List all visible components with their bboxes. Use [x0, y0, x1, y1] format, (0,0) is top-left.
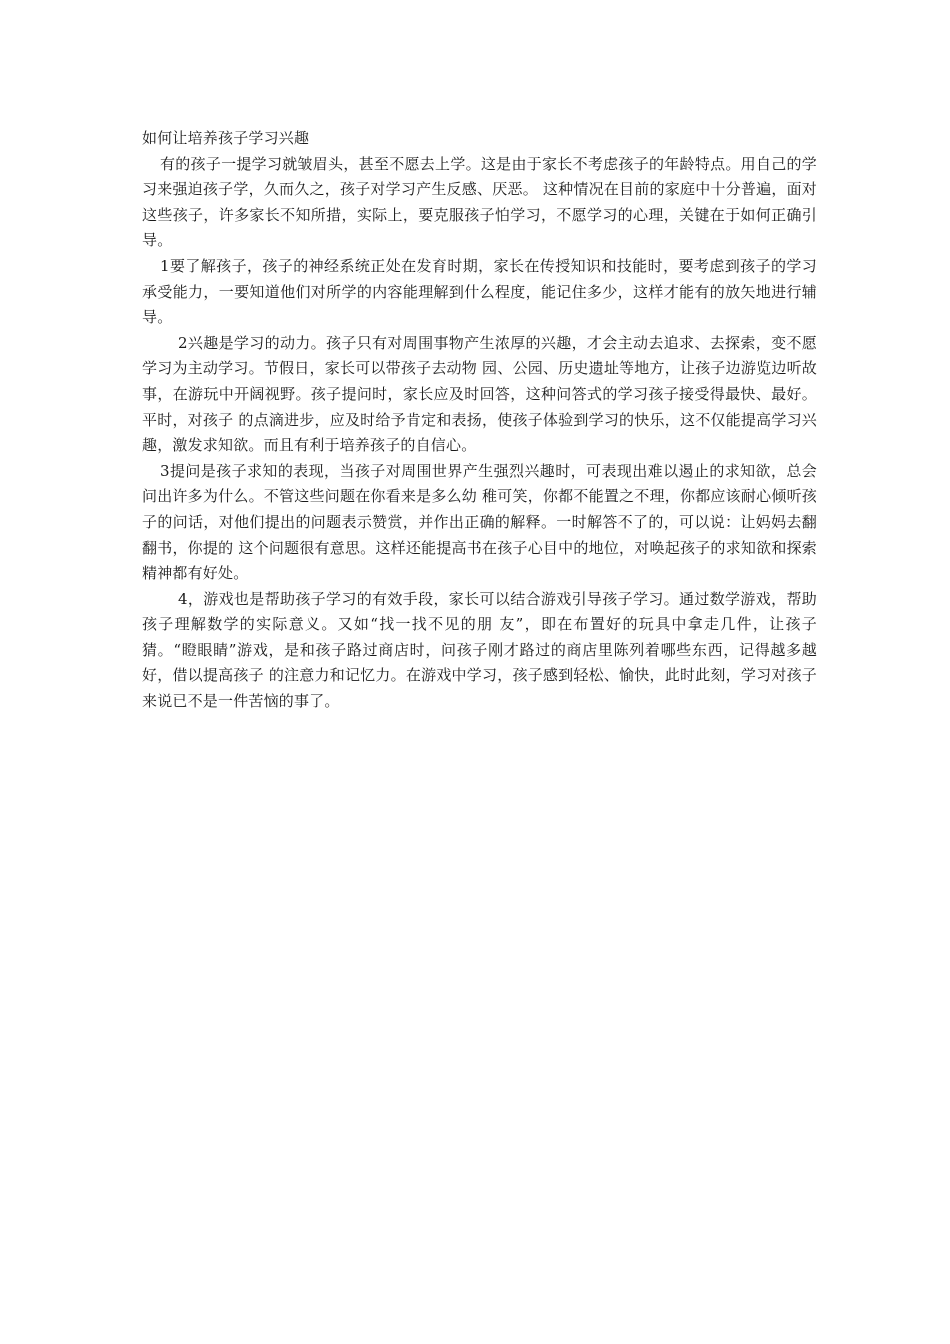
document-body: [142, 126, 817, 715]
paragraph-intro: 有的孩子一提学习就皱眉头，甚至不愿去上学。这是由于家长不考虑孩子的年龄特点。用自己的学习来强迫孩子学，久而久之，孩子对学习产生反感、厌恶。 这种情况在目前的家庭中十分普遍，面对这些孩子，许多家长不知所措，实际上，要克服孩子怕学习，不愿学习的心理，关键在于如何正确引导。: [142, 154, 817, 250]
paragraph-point-1: 1要了解孩子，孩子的神经系统正处在发育时期，家长在传授知识和技能时，要考虑到孩子的学习承受能力，一要知道他们对所学的内容能理解到什么程度，能记住多少，这样才能有的放矢地进行辅导。: [142, 256, 817, 327]
paragraph-point-4: 4，游戏也是帮助孩子学习的有效手段，家长可以结合游戏引导孩子学习。通过数学游戏，帮助孩子理解数学的实际意义。又如“找一找不见的朋 友”，即在布置好的玩具中拿走几件，让孩子猜。“瞪眼睛”游戏，是和孩子路过商店时，问孩子刚才路过的商店里陈列着哪些东西，记得越多越好，借以提高孩子 的注意力和记忆力。在游戏中学习，孩子感到轻松、愉快，此时此刻，学习对孩子来说已不是一件苦恼的事了。: [142, 589, 817, 711]
paragraph-point-2: 2兴趣是学习的动力。孩子只有对周围事物产生浓厚的兴趣，才会主动去追求、去探索，变不愿学习为主动学习。节假日，家长可以带孩子去动物 园、公园、历史遗址等地方，让孩子边游览边听故事，在游玩中开阔视野。孩子提问时，家长应及时回答，这种问答式的学习孩子接受得最快、最好。平时，对孩子 的点滴进步，应及时给予肯定和表扬，使孩子体验到学习的快乐，这不仅能提高学习兴趣，激发求知欲。而且有利于培养孩子的自信心。: [142, 333, 817, 455]
paragraph-point-3: 3提问是孩子求知的表现，当孩子对周围世界产生强烈兴趣时，可表现出难以遏止的求知欲，总会问出许多为什么。不管这些问题在你看来是多么幼 稚可笑，你都不能置之不理，你都应该耐心倾听孩子的问话，对他们提出的问题表示赞赏，并作出正确的解释。一时解答不了的，可以说：让妈妈去翻翻书，你提的 这个问题很有意思。这样还能提高书在孩子心目中的地位，对唤起孩子的求知欲和探索精神都有好处。: [142, 461, 817, 583]
document-title: 如何让培养孩子学习兴趣: [142, 129, 310, 147]
